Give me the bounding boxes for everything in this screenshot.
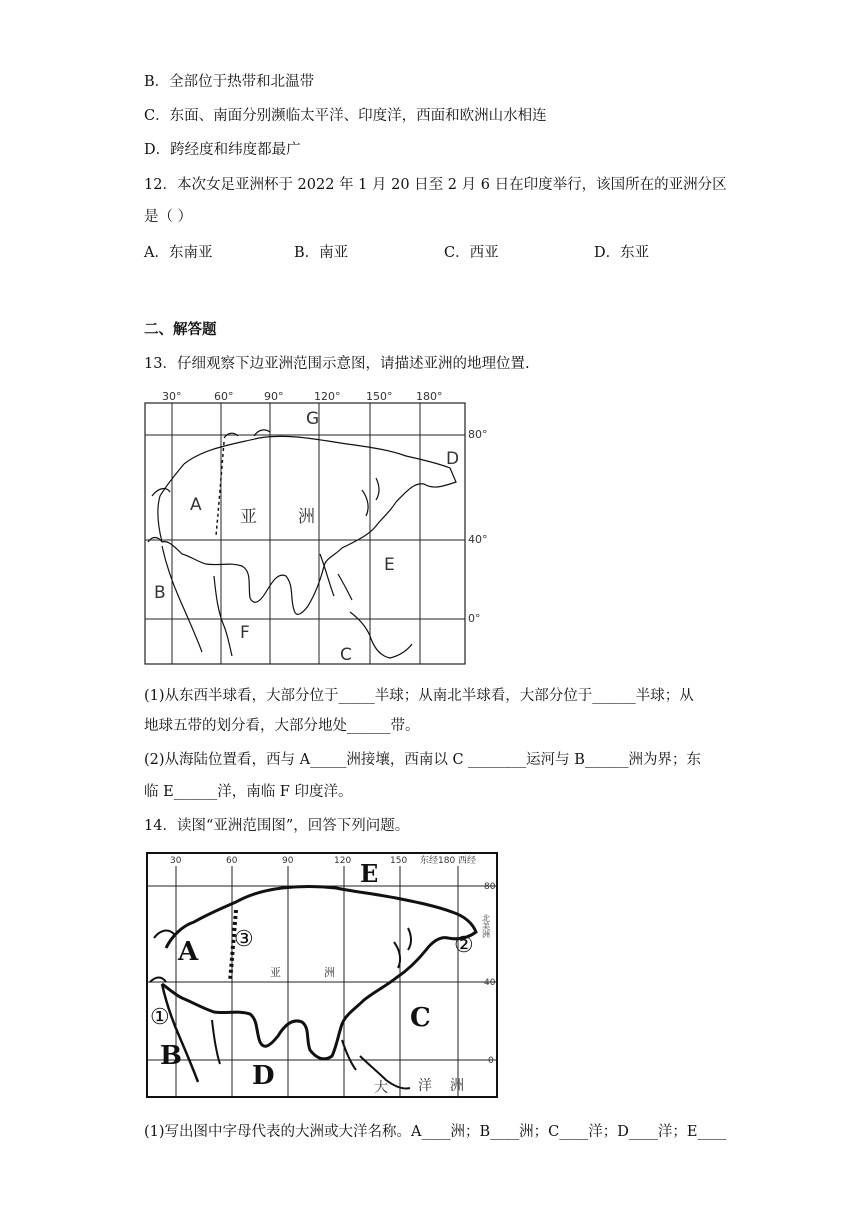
q13-letter-g: G [306, 409, 320, 429]
q14-letter-b: B [160, 1041, 182, 1071]
q14-continent-label: 洲 [324, 966, 335, 979]
q13-letter-c: C [340, 645, 352, 665]
q14-lon-label: 90 [282, 856, 294, 866]
q11-option-c: C．东面、南面分别濒临太平洋、印度洋，西面和欧洲山水相连 [144, 108, 547, 124]
q13-sub1-line1: (1)从东西半球看，大部分位于_____半球；从南北半球看，大部分位于______半球；从 [144, 688, 694, 704]
q12-option-a: A．东南亚 [144, 245, 213, 261]
q14-lon-label: 150 [390, 856, 408, 866]
q12-option-c: C．西亚 [444, 245, 499, 261]
q13-lat-label: 0° [468, 612, 481, 625]
q14-asia-coastline [162, 887, 476, 1059]
q13-sub2-line2: 临 E______洋，南临 F 印度洋。 [144, 784, 353, 800]
q13-lon-label: 30° [162, 390, 182, 403]
q14-continent-label: 亚 [270, 966, 281, 979]
q14-lat-label: 0 [488, 1056, 494, 1066]
q14-lat-label: 80 [484, 882, 496, 892]
q13-letter-d: D [446, 449, 460, 469]
q14-circled-3: ③ [234, 927, 254, 952]
q13-lat-label: 40° [468, 533, 488, 546]
q14-stem: 14．读图“亚洲范围图”，回答下列问题。 [144, 818, 410, 834]
q14-north-america-label: 北美洲 [481, 914, 491, 938]
q13-map-grid [145, 403, 465, 664]
q13-lon-label: 150° [366, 390, 393, 403]
q13-map-frame [145, 403, 465, 664]
q14-asia-map [146, 852, 500, 1100]
q12-stem-line2: 是（ ） [144, 209, 193, 225]
section-title: 二、解答题 [144, 321, 217, 338]
q14-oceania-label: 大 [374, 1080, 388, 1096]
q13-sub2-line1: (2)从海陆位置看，西与 A_____洲接壤，西南以 C ________运河与 B______洲为界；东 [144, 752, 701, 768]
q14-oceania-label: 洋 [418, 1078, 432, 1094]
q14-circled-1: ① [150, 1005, 170, 1030]
q13-continent-label: 洲 [298, 507, 315, 527]
q14-sub1: (1)写出图中字母代表的大洲或大洋名称。A____洲；B____洲；C____洋；D____洋；E____ [144, 1124, 727, 1140]
q13-letter-e: E [384, 555, 395, 575]
q13-lon-label: 120° [314, 390, 341, 403]
q13-asia-map [144, 386, 494, 666]
q14-lon-label: 60 [226, 856, 238, 866]
q14-lon-label: 120 [334, 856, 352, 866]
q11-option-b: B．全部位于热带和北温带 [144, 74, 315, 90]
q13-lon-label: 60° [214, 390, 234, 403]
q14-map-grid [147, 866, 497, 1097]
q14-lat-label: 40 [484, 978, 496, 988]
q13-sub1-line2: 地球五带的划分看，大部分地处______带。 [144, 718, 420, 734]
q14-letter-c: C [410, 1003, 431, 1033]
q13-lon-label: 90° [264, 390, 284, 403]
q14-circled-2: ② [454, 933, 474, 958]
q12-option-b: B．南亚 [294, 245, 349, 261]
q14-letter-a: A [178, 937, 199, 967]
q14-letter-e: E [360, 859, 379, 888]
q14-oceania-label: 洲 [450, 1078, 464, 1094]
q13-letter-f: F [240, 623, 250, 643]
q14-letter-d: D [252, 1061, 275, 1091]
q13-lon-label: 180° [416, 390, 443, 403]
q14-lon-label: 30 [170, 856, 182, 866]
q13-letter-b: B [154, 583, 166, 603]
q13-stem: 13．仔细观察下边亚洲范围示意图，请描述亚洲的地理位置. [144, 356, 530, 372]
q13-continent-label: 亚 [240, 507, 257, 527]
q11-option-d: D．跨经度和纬度都最广 [144, 142, 301, 158]
q12-options [144, 241, 744, 261]
q12-stem-line1: 12．本次女足亚洲杯于 2022 年 1 月 20 日至 2 月 6 日在印度举行，该国所在的亚洲分区 [144, 177, 727, 193]
q13-letter-a: A [190, 495, 202, 515]
q13-lat-label: 80° [468, 428, 488, 441]
q14-lon-label: 东经180 西经 [420, 856, 477, 866]
q12-option-d: D．东亚 [594, 245, 650, 261]
